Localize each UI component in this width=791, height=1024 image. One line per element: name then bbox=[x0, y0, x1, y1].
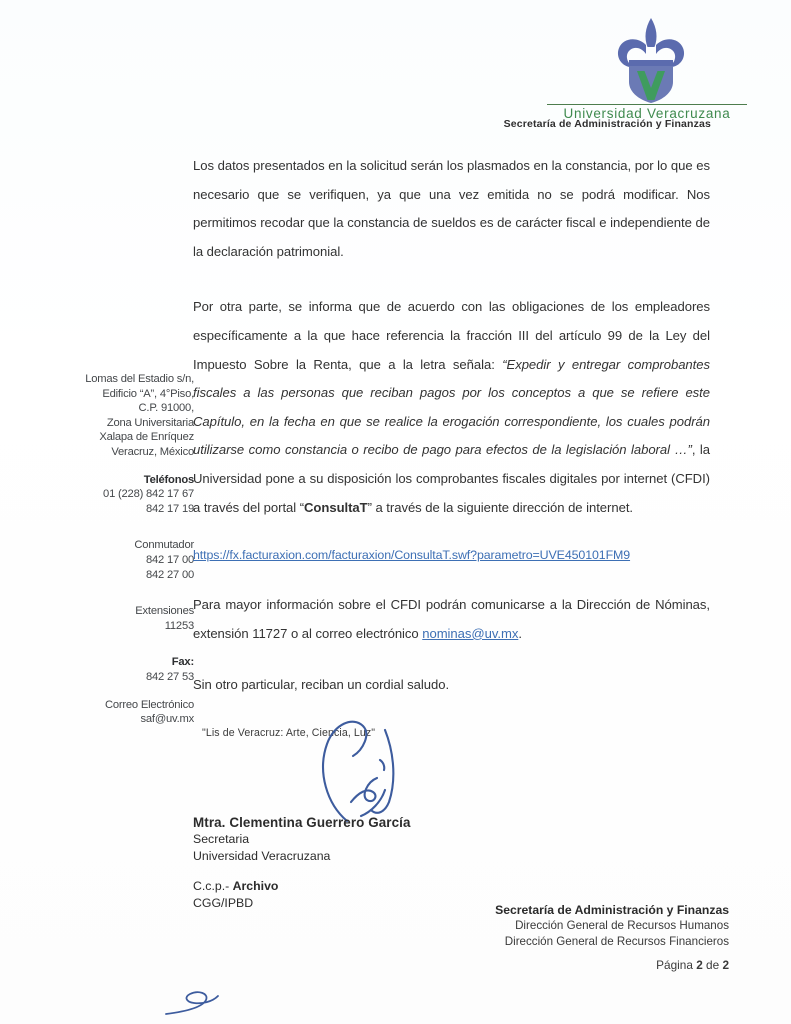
signer-organization: Universidad Veracruzana bbox=[193, 849, 331, 863]
ccp-initials: CGG/IPBD bbox=[193, 895, 254, 910]
paragraph-two-middle: , la Universidad pone a su disposición los comprobantes fiscales digitales por internet (CFDI) a través del portal “ bbox=[193, 442, 710, 515]
document-header bbox=[417, 16, 747, 121]
paragraph-three-intro: Para mayor información sobre el CFDI podrán comunicarse a la Dirección de Nóminas, extensión 11727 o al correo electrónico bbox=[193, 597, 710, 641]
address-line: C.P. 91000, bbox=[138, 402, 194, 415]
signer-role: Secretaria bbox=[193, 832, 250, 846]
fax-number: 842 27 53 bbox=[146, 670, 194, 683]
fax-label: Fax: bbox=[171, 656, 194, 669]
paragraph-three-outro: . bbox=[518, 625, 522, 641]
switchboard-number: 842 17 00 bbox=[146, 553, 194, 566]
paragraph-three bbox=[193, 591, 710, 648]
university-motto: "Lis de Veracruz: Arte, Ciencia, Luz" bbox=[202, 726, 376, 739]
signer-block bbox=[193, 814, 411, 865]
page-of: de bbox=[702, 958, 723, 972]
university-name: Universidad Veracruzana bbox=[563, 106, 731, 121]
sidebar-spacer bbox=[42, 529, 194, 538]
fleur-de-lis-shield-icon bbox=[603, 16, 699, 104]
ccp-block bbox=[193, 878, 278, 911]
paragraph-four: Sin otro particular, reciban un cordial saludo. bbox=[193, 677, 450, 693]
phone-number: 842 17 19 bbox=[146, 502, 194, 515]
sidebar-spacer bbox=[42, 595, 194, 604]
phone-number: 01 (228) 842 17 67 bbox=[103, 488, 194, 501]
sidebar-email-block bbox=[42, 698, 194, 727]
sidebar-switchboard-block bbox=[42, 538, 194, 582]
address-line: Edificio “A”, 4°Piso, bbox=[102, 387, 194, 400]
phones-label: Teléfonos bbox=[143, 473, 194, 486]
paragraph-two-intro: Por otra parte, se informa que de acuerdo con las obligaciones de los empleadores específicamente a la que hace referencia la fracción III del artículo 99 de la Ley del Impuesto Sobre la Renta, que a la letra señala: bbox=[193, 299, 710, 372]
header-rule bbox=[547, 104, 747, 105]
switchboard-number: 842 27 00 bbox=[146, 568, 194, 581]
signature-area bbox=[193, 716, 613, 826]
email-address: saf@uv.mx bbox=[140, 713, 194, 726]
ccp-prefix: C.c.p.- bbox=[193, 879, 233, 893]
page-number bbox=[656, 958, 729, 972]
consultat-url-link[interactable]: https://fx.facturaxion.com/facturaxion/ConsultaT.swf?parametro=UVE450101FM9 bbox=[193, 548, 631, 563]
page-total: 2 bbox=[722, 958, 729, 972]
header-department: Secretaría de Administración y Finanzas bbox=[503, 118, 711, 130]
ccp-line bbox=[193, 878, 278, 895]
paragraph-two bbox=[193, 293, 710, 522]
portal-name: ConsultaT bbox=[304, 499, 368, 515]
paragraph-one: Los datos presentados en la solicitud serán los plasmados en la constancia, por lo que es necesario que se verifiquen, ya que una vez emitida no se podrá modificar. Nos permitimos recodar que la constancia de sueldos es de carácter fiscal e independiente de la declaración patrimonial. bbox=[193, 158, 710, 259]
sidebar-phones-block bbox=[42, 473, 194, 517]
footer-line-one: Secretaría de Administración y Finanzas bbox=[495, 903, 729, 917]
consultat-url-line bbox=[193, 545, 710, 565]
extensions-label: Extensiones bbox=[135, 605, 194, 618]
contact-sidebar bbox=[42, 372, 194, 727]
handwritten-signature-icon bbox=[301, 716, 421, 826]
page-current: 2 bbox=[696, 958, 703, 972]
handwritten-initial-mark-icon bbox=[160, 978, 270, 1022]
document-footer bbox=[399, 902, 729, 949]
email-label: Correo Electrónico bbox=[104, 698, 194, 711]
signer-name: Mtra. Clementina Guerrero García bbox=[193, 815, 411, 830]
university-logo bbox=[417, 16, 747, 104]
nominas-email-link[interactable]: nominas@uv.mx bbox=[422, 625, 519, 641]
sidebar-address-block bbox=[42, 372, 194, 460]
address-line: Xalapa de Enríquez bbox=[99, 431, 194, 444]
address-line: Veracruz, México bbox=[111, 445, 194, 458]
footer-line-three: Dirección General de Recursos Financieros bbox=[504, 934, 729, 948]
address-line: Lomas del Estadio s/n, bbox=[85, 373, 194, 385]
sidebar-fax-block bbox=[42, 655, 194, 684]
switchboard-label: Conmutador bbox=[134, 539, 194, 552]
ccp-value: Archivo bbox=[232, 879, 279, 893]
footer-line-two: Dirección General de Recursos Humanos bbox=[515, 919, 729, 932]
paragraph-two-outro: ” a través de la siguiente dirección de internet. bbox=[367, 499, 633, 515]
page-label: Página bbox=[656, 958, 697, 972]
address-line: Zona Universitaria bbox=[106, 416, 194, 429]
paragraph-two-quote: “Expedir y entregar comprobantes fiscales a las personas que reciban pagos por los conceptos a que se refiere este Capítulo, en la fecha en que se realice la erogación correspondiente, los cuales podrán utilizarse como constancia o recibo de pago para efectos de la legislación laboral …” bbox=[193, 356, 710, 458]
sidebar-spacer bbox=[42, 646, 194, 655]
sidebar-extensions-block bbox=[42, 604, 194, 633]
document-body bbox=[193, 152, 710, 739]
extension-number: 11253 bbox=[164, 619, 194, 632]
